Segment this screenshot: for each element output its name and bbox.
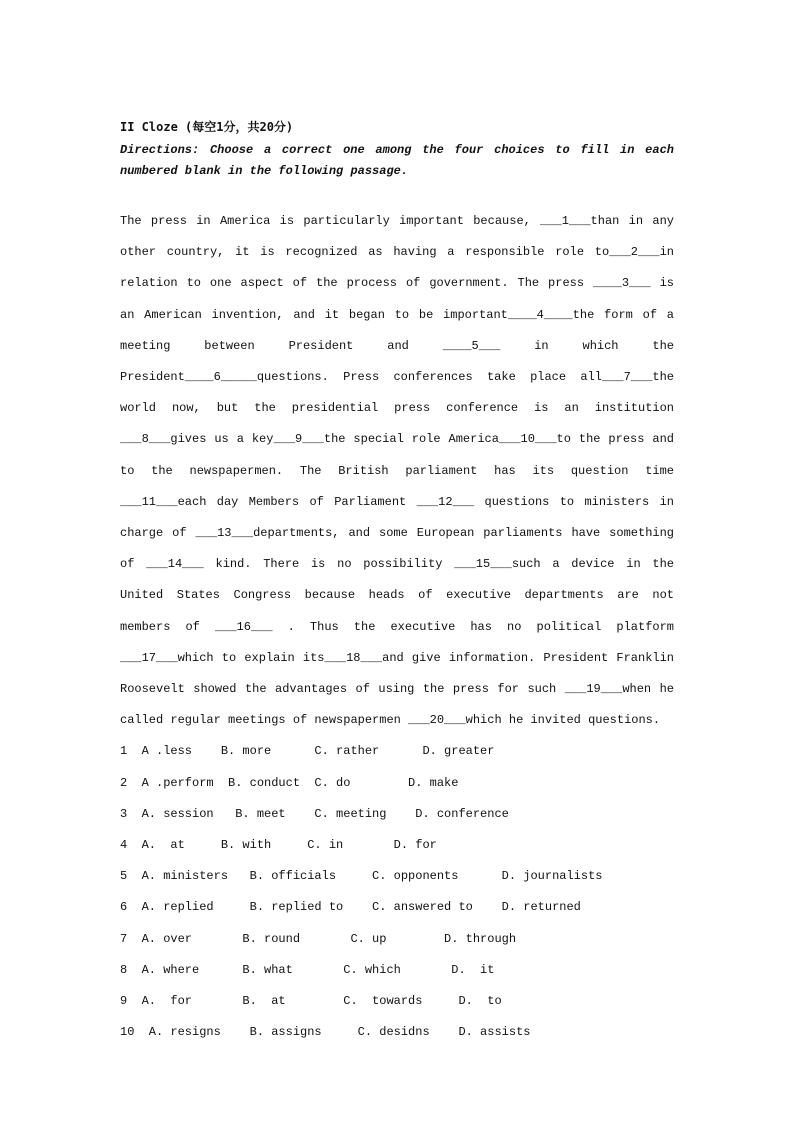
- section-title: II Cloze (每空1分，共20分): [120, 120, 294, 134]
- directions-text: Directions: Choose a correct one among the four choices to fill in each numbered blank in the following passage.: [120, 143, 674, 178]
- option-row-9: 9 A. for B. at C. towards D. to: [120, 993, 502, 1008]
- options-list: [120, 736, 674, 1048]
- option-row-8: 8 A. where B. what C. which D. it: [120, 962, 495, 977]
- option-row-6: 6 A. replied B. replied to C. answered to D. returned: [120, 900, 581, 915]
- option-row-3: 3 A. session B. meet C. meeting D. conference: [120, 806, 509, 821]
- cloze-section: [120, 118, 674, 1048]
- option-row-2: 2 A .perform B. conduct C. do D. make: [120, 775, 459, 790]
- option-row-5: 5 A. ministers B. officials C. opponents D. journalists: [120, 869, 603, 884]
- cloze-passage: The press in America is particularly important because, ___1___than in any other country, it is recognized as having a responsible role to___2___in relation to one aspect of the process of government. The press ____3___ is an American invention, and it began to be important____4____the form of a meeting between President and ____5___ in which the President____6_____questions. Press conferences take place all___7___the world now, but the presidential press conference is an institution ___8___gives us a key___9___the special role America___10___to the press and to the newspapermen. The British parliament has its question time ___11___each day Members of Parliament ___12___ questions to ministers in charge of ___13___departments, and some European parliaments have something of ___14___ kind. There is no possibility ___15___such a device in the United States Congress because heads of executive departments are not members of ___16___ . Thus the executive has no political platform ___17___which to explain its___18___and give information. President Franklin Roosevelt showed the advantages of using the press for such ___19___when he called regular meetings of newspapermen ___20___which he invited questions.: [120, 214, 674, 728]
- option-row-7: 7 A. over B. round C. up D. through: [120, 931, 517, 946]
- option-row-1: 1 A .less B. more C. rather D. greater: [120, 744, 495, 759]
- option-row-4: 4 A. at B. with C. in D. for: [120, 838, 437, 853]
- option-row-10: 10 A. resigns B. assigns C. desidns D. assists: [120, 1025, 531, 1040]
